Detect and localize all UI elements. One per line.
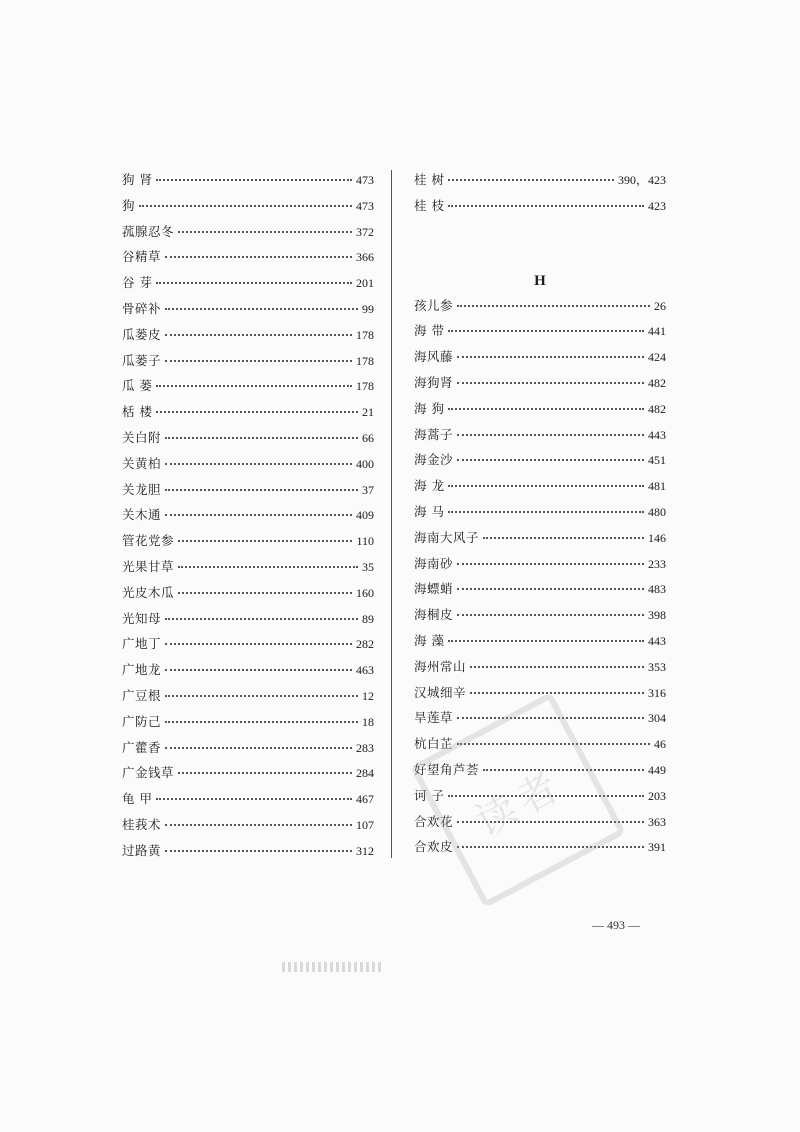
entry-term: 龟 甲: [122, 791, 153, 807]
entry-term: 海 狗: [414, 400, 445, 416]
entry-term: 骨碎补: [122, 300, 162, 316]
dot-leader: [448, 484, 644, 487]
index-entry: [414, 502, 666, 528]
entry-page: 473: [356, 173, 374, 187]
index-entry: [414, 476, 666, 502]
index-entry: [122, 686, 374, 712]
entry-term: 菰腺忍冬: [122, 223, 175, 239]
index-entry: [122, 299, 374, 325]
entry-term: 旱莲草: [414, 710, 454, 726]
index-entry: [122, 325, 374, 351]
entry-page: 443: [648, 633, 666, 648]
index-entry: [122, 789, 374, 815]
index-entry: [122, 583, 374, 609]
entry-page: 284: [356, 766, 374, 781]
entry-page: 66: [362, 430, 374, 445]
entry-page: 89: [362, 611, 374, 626]
entry-term: 管花党参: [122, 533, 175, 549]
index-entry: [122, 222, 374, 248]
entry-term: 合欢皮: [414, 839, 454, 855]
entry-term: 海桐皮: [414, 607, 454, 623]
entry-term: 海 藻: [414, 632, 445, 648]
entry-page: 451: [648, 453, 666, 468]
entry-page: 449: [648, 762, 666, 777]
entry-page: 443: [648, 427, 666, 442]
entry-term: 瓜蒌皮: [122, 326, 162, 342]
entry-page: 480: [648, 504, 666, 519]
index-column-left: [122, 170, 374, 867]
dot-leader: [457, 562, 644, 565]
entry-page: 372: [356, 224, 374, 239]
index-entry: [414, 657, 666, 683]
entry-page: 35: [362, 559, 374, 574]
dot-leader: [165, 720, 358, 723]
dot-leader: [457, 587, 644, 590]
entry-page: 110: [356, 534, 374, 549]
dot-leader: [470, 691, 644, 694]
entry-term: 谷 芽: [122, 275, 153, 291]
entry-page: 390，423: [617, 173, 666, 187]
dot-leader: [165, 849, 352, 852]
dot-leader: [448, 329, 644, 332]
entry-page: 391: [648, 840, 666, 855]
index-entry: [122, 170, 374, 196]
index-entry: [414, 554, 666, 580]
dot-leader: [156, 281, 352, 284]
entry-page: 409: [356, 508, 374, 523]
entry-term: 海狗肾: [414, 374, 454, 390]
entry-term: 海州常山: [414, 658, 467, 674]
index-entry: [414, 450, 666, 476]
entry-term: 狗 肾: [122, 172, 153, 187]
dot-leader: [139, 204, 352, 207]
index-group-g-continued: [414, 170, 666, 222]
index-entry: [122, 454, 374, 480]
dot-leader: [156, 384, 352, 387]
dot-leader: [165, 694, 358, 697]
entry-term: 汉城细辛: [414, 684, 467, 700]
entry-page: 146: [648, 530, 666, 545]
dot-leader: [156, 178, 352, 181]
entry-page: 482: [648, 401, 666, 416]
dot-leader: [178, 565, 358, 568]
entry-page: 441: [648, 324, 666, 339]
entry-term: 关龙胆: [122, 481, 162, 497]
index-entry: [414, 579, 666, 605]
column-divider: [391, 170, 392, 858]
dot-leader: [448, 204, 644, 207]
index-entry: [414, 296, 666, 322]
index-entry: [122, 351, 374, 377]
dot-leader: [178, 591, 352, 594]
dot-leader: [448, 407, 644, 410]
entry-term: 海南砂: [414, 555, 454, 571]
entry-page: 482: [648, 375, 666, 390]
entry-page: 304: [648, 711, 666, 726]
entry-page: 283: [356, 740, 374, 755]
entry-page: 400: [356, 456, 374, 471]
dot-leader: [165, 513, 352, 516]
index-entry: [122, 196, 374, 222]
entry-page: 201: [356, 276, 374, 291]
entry-term: 瓜蒌子: [122, 352, 162, 368]
index-entry: [414, 196, 666, 222]
entry-page: 178: [356, 353, 374, 368]
entry-term: 广地龙: [122, 662, 162, 678]
entry-page: 178: [356, 379, 374, 394]
index-entry: [122, 815, 374, 841]
entry-page: 26: [654, 298, 666, 313]
entry-page: 312: [356, 843, 374, 858]
dot-leader: [156, 410, 358, 413]
dot-leader: [457, 613, 644, 616]
dot-leader: [457, 304, 650, 307]
index-entry: [122, 609, 374, 635]
entry-page: 282: [356, 637, 374, 652]
entry-term: 光皮木瓜: [122, 584, 175, 600]
dot-leader: [457, 381, 644, 384]
entry-term: 孩儿参: [414, 297, 454, 313]
entry-term: 广地丁: [122, 636, 162, 652]
index-entry: [122, 763, 374, 789]
scan-smudge: [282, 962, 382, 972]
dot-leader: [178, 230, 352, 233]
entry-page: 366: [356, 250, 374, 265]
entry-page: 21: [362, 405, 374, 420]
entry-term: 广防己: [122, 713, 162, 729]
entry-page: 233: [648, 556, 666, 571]
entry-page: 353: [648, 659, 666, 674]
index-entry: [122, 376, 374, 402]
library-stamp-watermark: 读者: [410, 692, 626, 908]
dot-leader: [448, 639, 644, 642]
dot-leader: [165, 462, 352, 465]
entry-term: 广豆根: [122, 687, 162, 703]
entry-page: 18: [362, 714, 374, 729]
index-entry: [414, 373, 666, 399]
entry-term: 桂 枝: [414, 197, 445, 213]
entry-page: 178: [356, 327, 374, 342]
dot-leader: [457, 355, 644, 358]
entry-term: 谷精草: [122, 249, 162, 265]
entry-term: 广金钱草: [122, 765, 175, 781]
entry-term: 海蒿子: [414, 426, 454, 442]
entry-term: 关白附: [122, 429, 162, 445]
entry-term: 好望角芦荟: [414, 761, 480, 777]
index-entry: [122, 428, 374, 454]
dot-leader: [165, 333, 352, 336]
index-entry: [122, 841, 374, 867]
entry-term: 海南大风子: [414, 529, 480, 545]
index-entry: [122, 738, 374, 764]
dot-leader: [448, 510, 644, 513]
dot-leader: [457, 458, 644, 461]
index-entry: [414, 605, 666, 631]
entry-page: 398: [648, 608, 666, 623]
index-entry: [122, 505, 374, 531]
entry-term: 关黄柏: [122, 455, 162, 471]
entry-term: 狗: [122, 197, 136, 213]
dot-leader: [165, 436, 358, 439]
entry-term: 关木通: [122, 507, 162, 523]
dot-leader: [165, 307, 358, 310]
entry-term: 海风藤: [414, 349, 454, 365]
entry-term: 过路黄: [122, 842, 162, 858]
entry-term: 杭白芷: [414, 736, 454, 752]
index-entry: [414, 631, 666, 657]
index-entry: [122, 247, 374, 273]
entry-page: 463: [356, 663, 374, 678]
entry-page: 12: [362, 688, 374, 703]
dot-leader: [457, 433, 644, 436]
entry-page: 481: [648, 479, 666, 494]
dot-leader: [165, 823, 352, 826]
dot-leader: [165, 488, 358, 491]
entry-page: 203: [648, 788, 666, 803]
index-entry: [414, 528, 666, 554]
dot-leader: [165, 617, 358, 620]
index-entry: [122, 480, 374, 506]
entry-term: 合欢花: [414, 813, 454, 829]
entry-term: 海金沙: [414, 452, 454, 468]
entry-term: 光知母: [122, 610, 162, 626]
entry-term: 海螵蛸: [414, 581, 454, 597]
page-number: — 493 —: [592, 918, 640, 932]
index-entry: [122, 402, 374, 428]
entry-term: 海 带: [414, 323, 445, 339]
dot-leader: [165, 746, 352, 749]
index-entry: [122, 531, 374, 557]
index-entry: [122, 712, 374, 738]
index-entry: [122, 557, 374, 583]
entry-term: 海 马: [414, 503, 445, 519]
index-entry: [414, 170, 666, 196]
section-heading-h: H: [534, 272, 546, 289]
dot-leader: [470, 665, 644, 668]
entry-term: 广藿香: [122, 739, 162, 755]
dot-leader: [165, 668, 352, 671]
index-entry: [122, 660, 374, 686]
entry-page: 424: [648, 350, 666, 365]
index-entry: [122, 273, 374, 299]
entry-term: 桂 树: [414, 172, 445, 187]
index-entry: [122, 634, 374, 660]
entry-term: 光果甘草: [122, 558, 175, 574]
dot-leader: [448, 178, 614, 181]
entry-page: 423: [648, 198, 666, 213]
entry-term: 诃 子: [414, 787, 445, 803]
entry-page: 160: [356, 585, 374, 600]
index-entry: [414, 399, 666, 425]
dot-leader: [483, 536, 644, 539]
index-entry: [414, 425, 666, 451]
entry-page: 316: [648, 685, 666, 700]
index-entry: [414, 321, 666, 347]
dot-leader: [178, 539, 352, 542]
dot-leader: [178, 771, 352, 774]
dot-leader: [156, 797, 352, 800]
entry-page: 107: [356, 817, 374, 832]
entry-term: 瓜 蒌: [122, 378, 153, 394]
entry-page: 363: [648, 814, 666, 829]
dot-leader: [165, 359, 352, 362]
entry-term: 栝 楼: [122, 404, 153, 420]
index-entry: [414, 347, 666, 373]
dot-leader: [165, 642, 352, 645]
entry-page: 483: [648, 582, 666, 597]
entry-page: 473: [356, 198, 374, 213]
entry-page: 46: [654, 737, 666, 752]
entry-page: 467: [356, 792, 374, 807]
entry-page: 37: [362, 482, 374, 497]
entry-term: 海 龙: [414, 478, 445, 494]
entry-term: 桂莪术: [122, 816, 162, 832]
entry-page: 99: [362, 301, 374, 316]
dot-leader: [165, 255, 352, 258]
